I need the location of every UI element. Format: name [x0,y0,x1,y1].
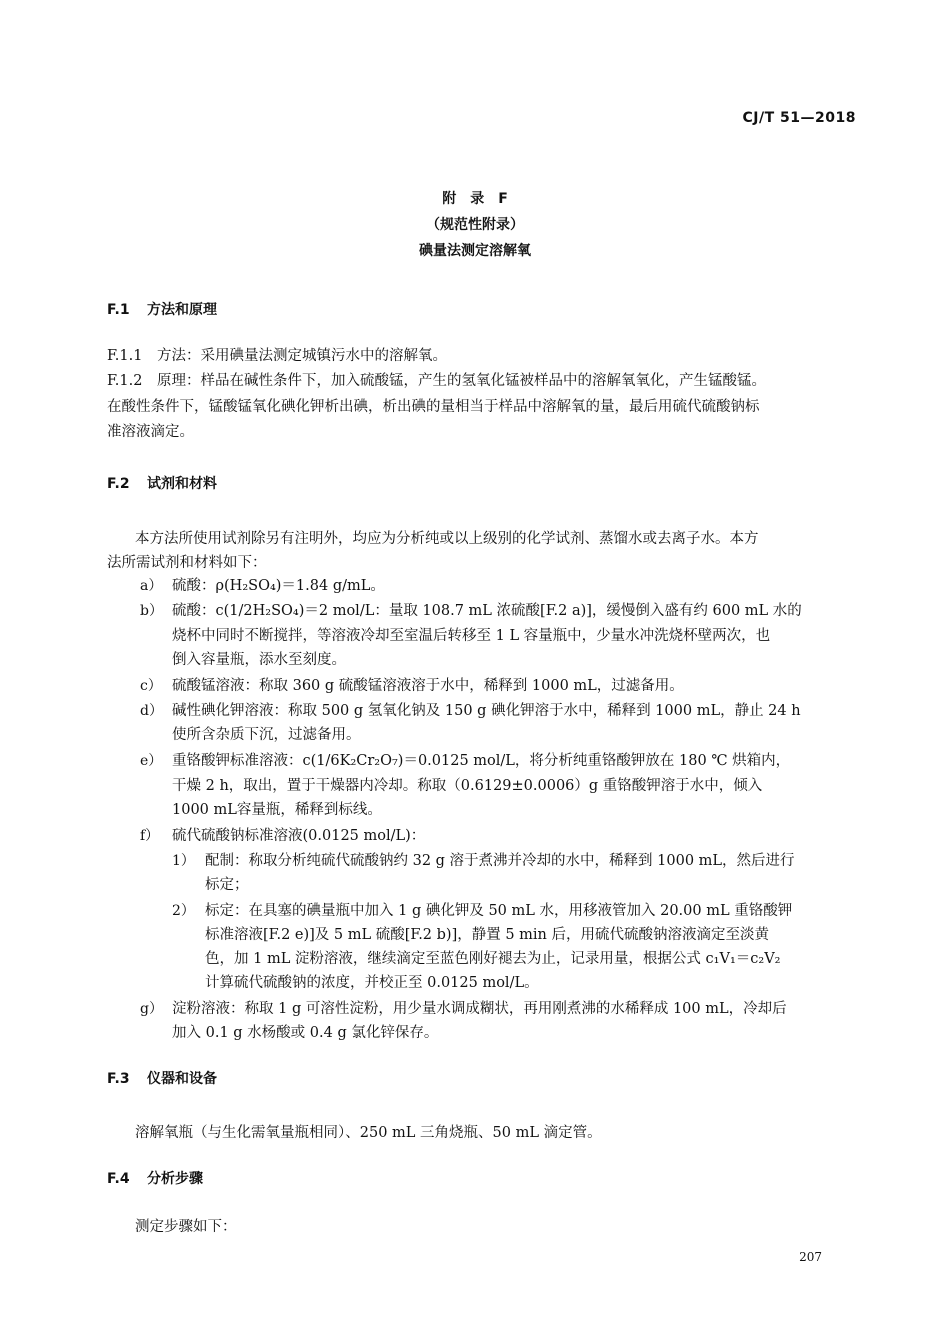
section-number: F.1 [107,302,130,318]
item-label-f: f） [140,828,160,844]
intro-line: 本方法所使用试剂除另有注明外，均应为分析纯或以上级别的化学试剂、蒸馏水或去离子水。本方 [135,531,759,547]
paragraph-f1-2-line: 在酸性条件下，锰酸锰氧化碘化钾析出碘，析出碘的量相当于样品中溶解氧的量，最后用硫代硫酸钠标 [107,399,760,415]
subitem-2-line: 计算硫代硫酸钠的浓度，并校正至 0.0125 mol/L。 [205,975,539,991]
subitem-2-line: 色，加 1 mL 淀粉溶液，继续滴定至蓝色刚好褪去为止，记录用量，根据公式 c₁V₁＝c₂V₂ [205,951,781,967]
subitem-2-line: 标准溶液[F.2 e)]及 5 mL 硫酸[F.2 b)]，静置 5 min 后，用硫代硫酸钠溶液滴定至淡黄 [205,927,770,943]
subitem-2-line: 标定：在具塞的碘量瓶中加入 1 g 碘化钾及 50 mL 水，用移液管加入 20.00 mL 重铬酸钾 [205,903,793,919]
item-c-text: 硫酸锰溶液：称取 360 g 硫酸锰溶液溶于水中，稀释到 1000 mL，过滤备用。 [172,678,684,694]
section-title: 仪器和设备 [147,1071,217,1087]
appendix-subject: 碘量法测定溶解氧 [419,243,531,259]
item-b-line: 倒入容量瓶，添水至刻度。 [172,652,346,668]
section-heading-f1 [107,299,217,319]
subitem-1-line: 标定； [205,877,249,893]
section-title: 试剂和材料 [147,476,217,492]
document-code: CJ/T 51—2018 [742,110,856,126]
item-label-a: a） [140,578,163,594]
item-b-line: 烧杯中同时不断搅拌，等溶液冷却至室温后转移至 1 L 容量瓶中，少量水冲洗烧杯壁两次，也 [172,628,771,644]
item-f-text: 硫代硫酸钠标准溶液(0.0125 mol/L)： [172,828,426,844]
item-g-line: 淀粉溶液：称取 1 g 可溶性淀粉，用少量水调成糊状，再用刚煮沸的水稀释成 100 mL，冷却后 [172,1001,787,1017]
appendix-label: 附 录 F [442,191,508,207]
item-b-line: 硫酸：c(1/2H₂SO₄)＝2 mol/L：量取 108.7 mL 浓硫酸[F.2 a)]，缓慢倒入盛有约 600 mL 水的 [172,603,802,619]
section-heading-f3 [107,1068,217,1088]
item-a-text: 硫酸：ρ(H₂SO₄)＝1.84 g/mL。 [172,578,385,594]
item-label-d: d） [140,703,163,719]
subitem-label-2: 2） [172,903,195,919]
subitem-1-line: 配制：称取分析纯硫代硫酸钠约 32 g 溶于煮沸并冷却的水中，稀释到 1000 mL，然后进行 [205,853,795,869]
section-title: 方法和原理 [147,302,217,318]
section-number: F.4 [107,1171,130,1187]
intro-line: 法所需试剂和材料如下： [107,555,267,571]
item-label-b: b） [140,603,163,619]
item-d-line: 碱性碘化钾溶液：称取 500 g 氢氧化钠及 150 g 碘化钾溶于水中，稀释到 1000 mL，静止 24 h [172,703,801,719]
paragraph-f1-2-line: 准溶液滴定。 [107,424,194,440]
subitem-label-1: 1） [172,853,195,869]
section-heading-f2 [107,473,217,493]
page-number: 207 [799,1250,822,1264]
item-e-line: 重铬酸钾标准溶液：c(1/6K₂Cr₂O₇)＝0.0125 mol/L，将分析纯重铬酸钾放在 180 ℃ 烘箱内， [172,753,791,769]
section-number: F.3 [107,1071,130,1087]
section-heading-f4 [107,1168,203,1188]
item-label-g: g） [140,1001,163,1017]
item-label-c: c） [140,678,162,694]
f4-text: 测定步骤如下： [135,1219,237,1235]
item-e-line: 1000 mL容量瓶，稀释到标线。 [172,802,382,818]
paragraph-f1-2-line: F.1.2 原理：样品在碱性条件下，加入硫酸锰，产生的氢氧化锰被样品中的溶解氧氧化，产生锰酸锰。 [107,373,766,389]
f3-text: 溶解氧瓶（与生化需氧量瓶相同）、250 mL 三角烧瓶、50 mL 滴定管。 [135,1125,602,1141]
item-label-e: e） [140,753,163,769]
appendix-type: （规范性附录） [426,217,524,233]
item-e-line: 干燥 2 h，取出，置于干燥器内冷却。称取（0.6129±0.0006）g 重铬酸钾溶于水中，倾入 [172,778,763,794]
section-number: F.2 [107,476,130,492]
item-d-line: 使所含杂质下沉，过滤备用。 [172,727,361,743]
section-title: 分析步骤 [147,1171,203,1187]
item-g-line: 加入 0.1 g 水杨酸或 0.4 g 氯化锌保存。 [172,1025,439,1041]
paragraph-f1-1: F.1.1 方法：采用碘量法测定城镇污水中的溶解氧。 [107,348,447,364]
